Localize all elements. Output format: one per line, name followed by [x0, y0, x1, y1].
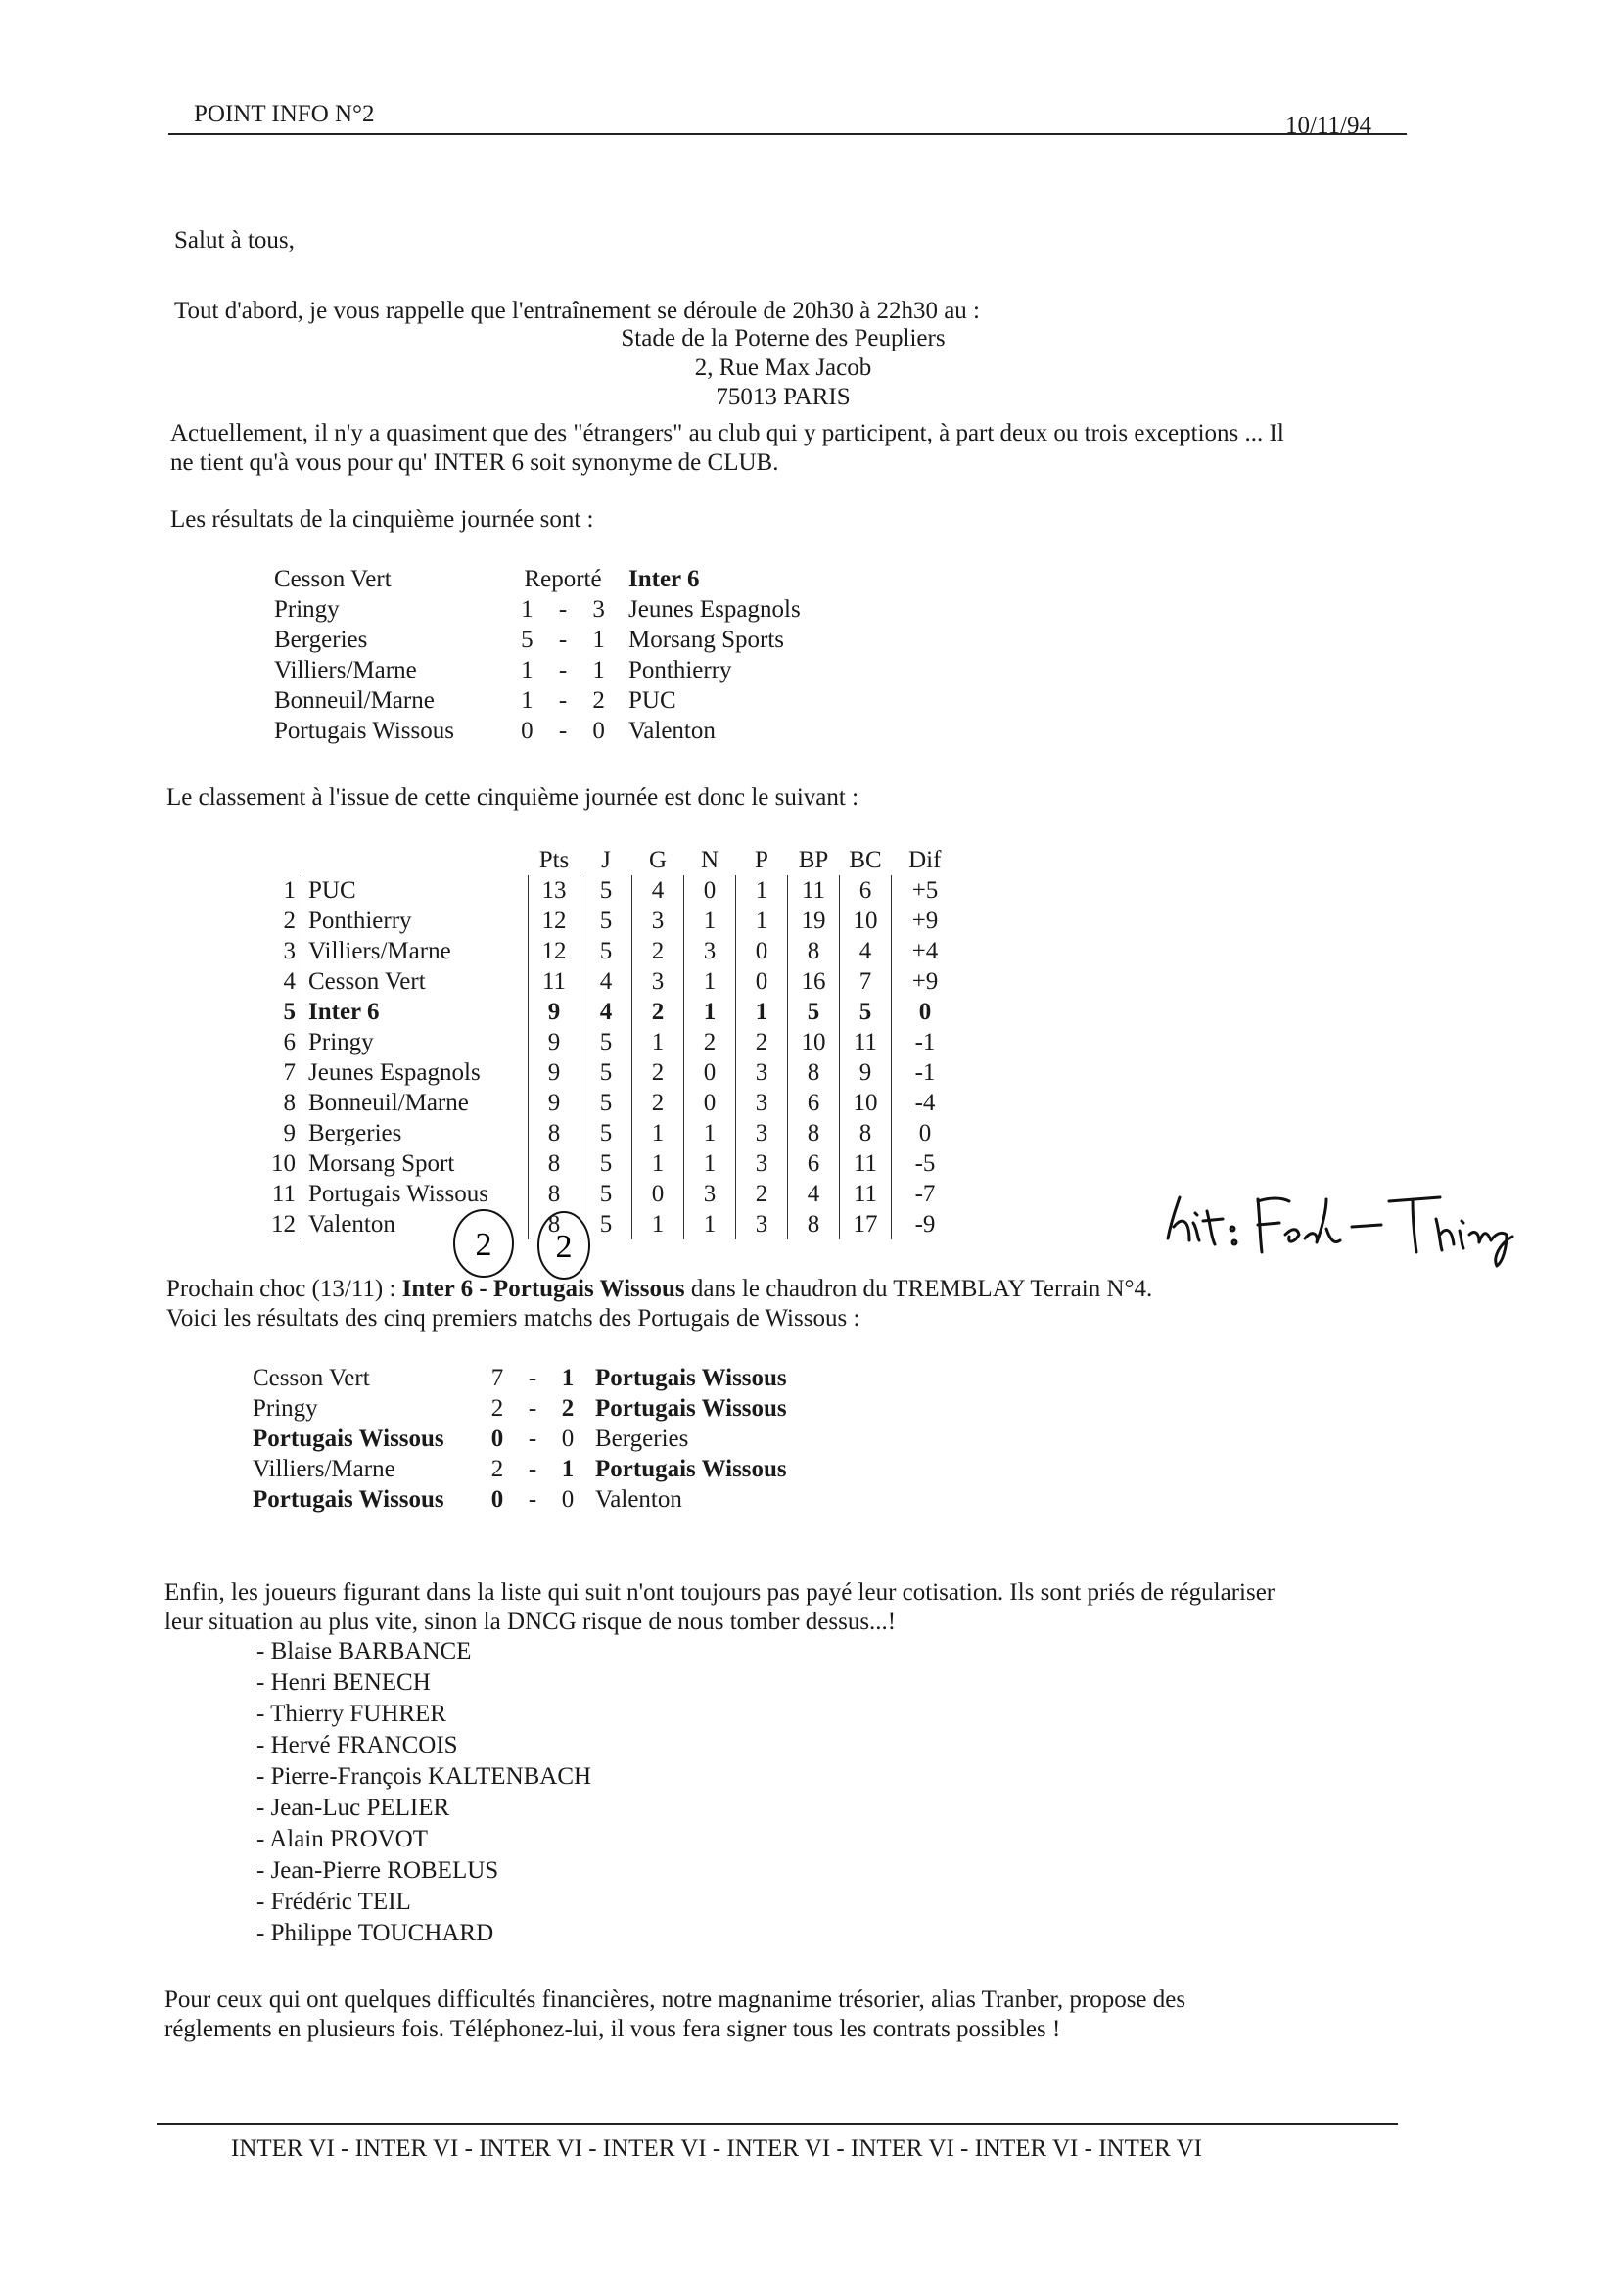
standings-row	[264, 966, 958, 997]
rank-cell: 8	[264, 1088, 302, 1118]
drawn-cell: 3	[684, 936, 736, 966]
result-row	[253, 1454, 787, 1484]
goals-for-cell: 19	[788, 906, 840, 936]
dues-line-1: Enfin, les joueurs figurant dans la liste qui suit n'ont toujours pas payé leur cotisation. Ils sont priés de régulariser	[164, 1579, 1276, 1606]
goals-against-cell: 11	[840, 1179, 892, 1209]
away-team: Jeunes Espagnols	[628, 595, 801, 623]
home-team: Villiers/Marne	[274, 656, 417, 683]
team-cell: Portugais Wissous	[302, 1179, 529, 1209]
home-score: 1	[521, 595, 534, 623]
away-score: 1	[561, 1364, 575, 1391]
goals-against-cell: 5	[840, 997, 892, 1027]
team-cell: Jeunes Espagnols	[302, 1057, 529, 1088]
result-row	[274, 625, 801, 655]
goals-for-cell: 8	[788, 1209, 840, 1239]
goals-against-cell: 7	[840, 966, 892, 997]
col-dif: Dif	[908, 846, 942, 873]
team-cell: Valenton	[302, 1209, 529, 1239]
played-cell: 5	[580, 936, 632, 966]
rank-cell: 4	[264, 966, 302, 997]
away-score: 1	[592, 626, 605, 653]
goal-diff-cell: -9	[914, 1210, 936, 1238]
col-bp: BP	[798, 846, 829, 873]
home-team: Pringy	[253, 1394, 318, 1422]
drawn-cell: 1	[684, 906, 736, 936]
team-cell: PUC	[302, 875, 529, 906]
away-score: 0	[561, 1425, 575, 1452]
played-cell: 5	[580, 1209, 632, 1239]
played-cell: 5	[580, 1088, 632, 1118]
home-team: Portugais Wissous	[274, 717, 454, 744]
team-cell: Inter 6	[302, 997, 529, 1027]
rank-cell: 6	[264, 1027, 302, 1057]
won-cell: 1	[632, 1148, 684, 1179]
lost-cell: 3	[736, 1088, 788, 1118]
greeting: Salut à tous,	[174, 227, 295, 254]
lost-cell: 3	[736, 1209, 788, 1239]
rank-cell: 2	[264, 906, 302, 936]
standings-row	[264, 997, 958, 1027]
points-cell: 9	[529, 1057, 580, 1088]
circled-mark-2: 2	[555, 1229, 573, 1265]
home-team: Villiers/Marne	[253, 1455, 395, 1482]
list-item: - Philippe TOUCHARD	[256, 1920, 494, 1946]
drawn-cell: 0	[684, 1088, 736, 1118]
goals-against-cell: 10	[840, 906, 892, 936]
away-team: Portugais Wissous	[595, 1394, 787, 1422]
lost-cell: 0	[736, 936, 788, 966]
away-score: 3	[592, 595, 605, 623]
home-score: 5	[521, 626, 534, 653]
standings-row	[264, 1179, 958, 1209]
won-cell: 2	[632, 1057, 684, 1088]
drawn-cell: 3	[684, 1179, 736, 1209]
home-score: 1	[521, 656, 534, 683]
goals-for-cell: 5	[788, 997, 840, 1027]
played-cell: 5	[580, 1027, 632, 1057]
points-cell: 12	[529, 906, 580, 936]
score-dash: -	[528, 1425, 537, 1452]
goals-for-cell: 16	[788, 966, 840, 997]
away-team: Inter 6	[628, 565, 700, 592]
goals-for-cell: 8	[788, 1057, 840, 1088]
lost-cell: 2	[736, 1179, 788, 1209]
address-line-1: Stade de la Poterne des Peupliers	[621, 325, 946, 351]
drawn-cell: 1	[684, 966, 736, 997]
goals-against-cell: 4	[840, 936, 892, 966]
standings-row	[264, 875, 958, 906]
lost-cell: 3	[736, 1148, 788, 1179]
result-row	[253, 1484, 787, 1515]
home-score: 0	[521, 717, 534, 744]
team-cell: Bergeries	[302, 1118, 529, 1148]
played-cell: 5	[580, 1118, 632, 1148]
home-team: Portugais Wissous	[253, 1425, 444, 1452]
lost-cell: 1	[736, 875, 788, 906]
played-cell: 4	[580, 966, 632, 997]
points-cell: 8	[529, 1148, 580, 1179]
drawn-cell: 1	[684, 997, 736, 1027]
rank-cell: 1	[264, 875, 302, 906]
played-cell: 5	[580, 1179, 632, 1209]
away-score: 1	[561, 1455, 575, 1482]
home-team: Cesson Vert	[253, 1364, 370, 1391]
score-dash: -	[558, 686, 568, 714]
away-score: 0	[592, 717, 605, 744]
treasurer-line-2: réglements en plusieurs fois. Téléphonez-lui, il vous fera signer tous les contrats possibles !	[164, 2016, 1061, 2042]
points-cell: 12	[529, 936, 580, 966]
goal-diff-cell: -4	[914, 1089, 936, 1116]
points-cell: 8	[529, 1179, 580, 1209]
drawn-cell: 1	[684, 1148, 736, 1179]
away-score: 1	[592, 656, 605, 683]
standings-table	[264, 845, 958, 1239]
played-cell: 5	[580, 1057, 632, 1088]
standings-row	[264, 1027, 958, 1057]
home-score: 0	[490, 1485, 504, 1513]
drawn-cell: 1	[684, 1118, 736, 1148]
team-cell: Morsang Sport	[302, 1148, 529, 1179]
col-j: J	[601, 846, 611, 873]
away-team: Valenton	[595, 1485, 682, 1513]
goal-diff-cell: +9	[911, 967, 939, 995]
result-row	[274, 685, 801, 716]
played-cell: 5	[580, 906, 632, 936]
away-score: 2	[592, 686, 605, 714]
list-item: - Jean-Pierre ROBELUS	[256, 1857, 499, 1884]
points-cell: 9	[529, 997, 580, 1027]
standings-row	[264, 906, 958, 936]
standings-header-row	[264, 845, 958, 875]
goal-diff-cell: 0	[918, 998, 932, 1025]
won-cell: 0	[632, 1179, 684, 1209]
home-score: 1	[521, 686, 534, 714]
goals-against-cell: 11	[840, 1148, 892, 1179]
participation-line-1: Actuellement, il n'y a quasiment que des "étrangers" au club qui y participent, à part deux ou trois exceptions ... Il	[170, 420, 1284, 446]
drawn-cell: 0	[684, 875, 736, 906]
won-cell: 2	[632, 936, 684, 966]
won-cell: 1	[632, 1118, 684, 1148]
goal-diff-cell: -1	[914, 1028, 936, 1055]
standings-row	[264, 1148, 958, 1179]
score-dash: -	[528, 1485, 537, 1513]
goal-diff-cell: 0	[918, 1119, 932, 1146]
home-score: 7	[490, 1364, 504, 1391]
played-cell: 5	[580, 1148, 632, 1179]
standings-row	[264, 1057, 958, 1088]
goals-against-cell: 6	[840, 875, 892, 906]
result-row	[274, 655, 801, 685]
played-cell: 4	[580, 997, 632, 1027]
home-team: Bergeries	[274, 626, 368, 653]
next-match-prefix: Prochain choc (13/11) :	[166, 1276, 402, 1302]
team-cell: Villiers/Marne	[302, 936, 529, 966]
goals-against-cell: 17	[840, 1209, 892, 1239]
standings-body	[264, 875, 958, 1239]
goals-against-cell: 8	[840, 1118, 892, 1148]
rank-cell: 7	[264, 1057, 302, 1088]
rank-cell: 12	[264, 1209, 302, 1239]
points-cell: 9	[529, 1088, 580, 1118]
away-team: Ponthierry	[628, 656, 732, 683]
standings-intro: Le classement à l'issue de cette cinquième journée est donc le suivant :	[166, 784, 859, 811]
rank-cell: 10	[264, 1148, 302, 1179]
lost-cell: 0	[736, 966, 788, 997]
away-team: Portugais Wissous	[595, 1455, 787, 1482]
participation-line-2: ne tient qu'à vous pour qu' INTER 6 soit synonyme de CLUB.	[170, 449, 779, 476]
circled-marks	[442, 1206, 599, 1285]
points-cell: 8	[529, 1209, 580, 1239]
points-cell: 11	[529, 966, 580, 997]
away-score: 2	[561, 1394, 575, 1422]
won-cell: 2	[632, 997, 684, 1027]
points-cell: 13	[529, 875, 580, 906]
team-cell: Ponthierry	[302, 906, 529, 936]
results-table	[274, 564, 801, 746]
home-score: 2	[490, 1455, 504, 1482]
team-cell: Pringy	[302, 1027, 529, 1057]
home-score: 0	[490, 1425, 504, 1452]
list-item: - Henri BENECH	[256, 1669, 431, 1696]
address-line-3: 75013 PARIS	[716, 384, 851, 410]
col-pts: Pts	[538, 846, 570, 873]
goal-diff-cell: -5	[914, 1149, 936, 1177]
goals-against-cell: 11	[840, 1027, 892, 1057]
handwritten-note	[1160, 1180, 1532, 1268]
footer-banner: INTER VI - INTER VI - INTER VI - INTER VI - INTER VI - INTER VI - INTER VI - INTER VI	[231, 2135, 1202, 2162]
standings-row	[264, 936, 958, 966]
drawn-cell: 2	[684, 1027, 736, 1057]
won-cell: 4	[632, 875, 684, 906]
goals-for-cell: 11	[788, 875, 840, 906]
won-cell: 1	[632, 1027, 684, 1057]
points-cell: 8	[529, 1118, 580, 1148]
away-team: Portugais Wissous	[595, 1364, 787, 1391]
score-dash: -	[528, 1394, 537, 1422]
result-row	[274, 564, 801, 594]
home-team: Cesson Vert	[274, 565, 392, 592]
away-score: 0	[561, 1485, 575, 1513]
home-score: 2	[490, 1394, 504, 1422]
result-row	[253, 1393, 787, 1424]
goal-diff-cell: -1	[914, 1058, 936, 1086]
away-team: Valenton	[628, 717, 716, 744]
list-item: - Blaise BARBANCE	[256, 1638, 472, 1664]
list-item: - Pierre-François KALTENBACH	[256, 1763, 592, 1790]
rank-cell: 3	[264, 936, 302, 966]
result-row	[274, 594, 801, 625]
rank-cell: 11	[264, 1179, 302, 1209]
goals-for-cell: 8	[788, 936, 840, 966]
team-cell: Bonneuil/Marne	[302, 1088, 529, 1118]
standings-row	[264, 1118, 958, 1148]
lost-cell: 3	[736, 1057, 788, 1088]
result-row	[274, 716, 801, 746]
results-intro: Les résultats de la cinquième journée sont :	[170, 506, 594, 533]
wissous-results-table	[253, 1363, 787, 1515]
document-title: POINT INFO N°2	[194, 101, 375, 127]
document-date: 10/11/94	[1285, 113, 1371, 139]
col-bc: BC	[849, 846, 882, 873]
lost-cell: 1	[736, 906, 788, 936]
footer-rule	[157, 2123, 1398, 2125]
away-team: Morsang Sports	[628, 626, 785, 653]
lost-cell: 2	[736, 1027, 788, 1057]
score-dash: -	[558, 656, 568, 683]
goal-diff-cell: +5	[911, 876, 939, 904]
points-cell: 9	[529, 1027, 580, 1057]
header-rule	[168, 133, 1407, 135]
training-intro: Tout d'abord, je vous rappelle que l'entraînement se déroule de 20h30 à 22h30 au :	[174, 298, 980, 324]
unpaid-players-list	[256, 1637, 591, 1950]
lost-cell: 3	[736, 1118, 788, 1148]
home-team: Portugais Wissous	[253, 1485, 444, 1513]
goals-for-cell: 6	[788, 1088, 840, 1118]
list-item: - Thierry FUHRER	[256, 1701, 446, 1727]
drawn-cell: 0	[684, 1057, 736, 1088]
score-dash: -	[558, 717, 568, 744]
goals-against-cell: 9	[840, 1057, 892, 1088]
home-team: Bonneuil/Marne	[274, 686, 435, 714]
result-row	[253, 1424, 787, 1454]
goals-for-cell: 10	[788, 1027, 840, 1057]
score-dash: -	[528, 1364, 537, 1391]
next-match-teams: Inter 6 - Portugais Wissous	[401, 1276, 685, 1302]
standings-row	[264, 1088, 958, 1118]
treasurer-line-1: Pour ceux qui ont quelques difficultés financières, notre magnanime trésorier, alias Tranber, propose des	[164, 1986, 1186, 2013]
away-team: Bergeries	[595, 1425, 689, 1452]
address-line-2: 2, Rue Max Jacob	[694, 354, 872, 381]
goals-for-cell: 4	[788, 1179, 840, 1209]
list-item: - Jean-Luc PELIER	[256, 1795, 450, 1821]
next-match-suffix: dans le chaudron du TREMBLAY Terrain N°4.	[684, 1276, 1153, 1302]
goals-for-cell: 6	[788, 1148, 840, 1179]
list-item: - Alain PROVOT	[256, 1826, 428, 1852]
circled-mark-1: 2	[475, 1227, 492, 1263]
goals-for-cell: 8	[788, 1118, 840, 1148]
rank-cell: 5	[264, 997, 302, 1027]
list-item: - Frédéric TEIL	[256, 1889, 411, 1915]
col-n: N	[700, 846, 719, 873]
dues-line-2: leur situation au plus vite, sinon la DNCG risque de nous tomber dessus...!	[164, 1609, 897, 1635]
team-cell: Cesson Vert	[302, 966, 529, 997]
drawn-cell: 1	[684, 1209, 736, 1239]
col-p: P	[755, 846, 768, 873]
standings-row	[264, 1209, 958, 1239]
played-cell: 5	[580, 875, 632, 906]
lost-cell: 1	[736, 997, 788, 1027]
won-cell: 2	[632, 1088, 684, 1118]
col-g: G	[648, 846, 668, 873]
goal-diff-cell: -7	[914, 1180, 936, 1207]
won-cell: 3	[632, 906, 684, 936]
goals-against-cell: 10	[840, 1088, 892, 1118]
rank-cell: 9	[264, 1118, 302, 1148]
list-item: - Hervé FRANCOIS	[256, 1732, 458, 1758]
score-dash: -	[558, 626, 568, 653]
won-cell: 1	[632, 1209, 684, 1239]
won-cell: 3	[632, 966, 684, 997]
home-team: Pringy	[274, 595, 340, 623]
away-team: PUC	[628, 686, 676, 714]
goal-diff-cell: +9	[911, 907, 939, 934]
score-dash: -	[528, 1455, 537, 1482]
score: Reporté	[524, 565, 602, 592]
result-row	[253, 1363, 787, 1393]
score-dash: -	[558, 595, 568, 623]
wissous-intro: Voici les résultats des cinq premiers matchs des Portugais de Wissous :	[166, 1305, 860, 1332]
goal-diff-cell: +4	[911, 937, 939, 964]
next-match-line	[166, 1275, 1152, 1304]
